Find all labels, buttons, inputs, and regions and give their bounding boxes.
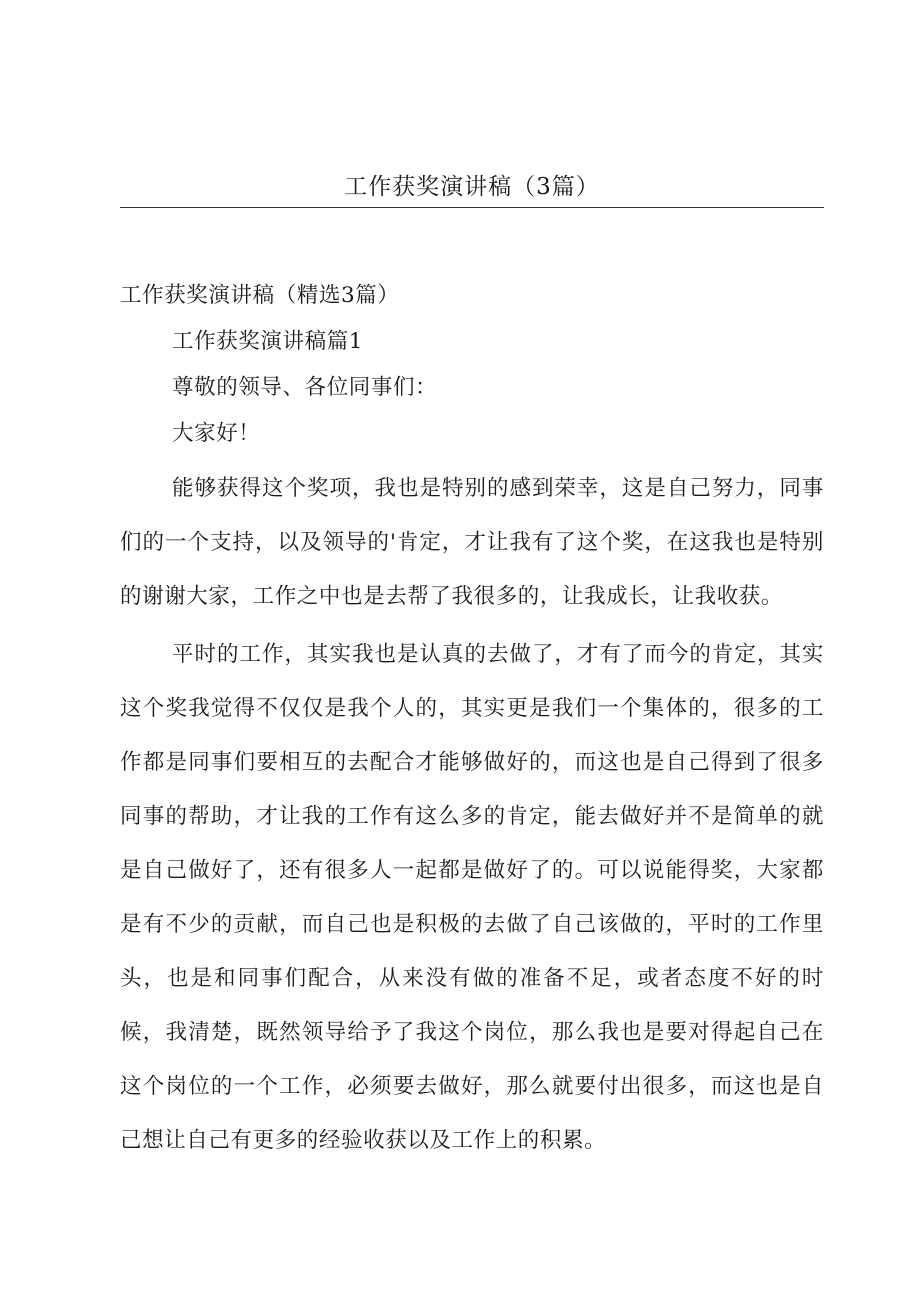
document-body bbox=[120, 278, 824, 1172]
greeting: 大家好！ bbox=[172, 421, 261, 446]
paragraph-1: 能够获得这个奖项，我也是特别的感到荣幸，这是自己努力，同事们的一个支持，以及领导的'肯定，才让我有了这个奖，在这我也是特别的谢谢大家，工作之中也是去帮了我很多的，让我成长，让我收获。 bbox=[120, 476, 824, 609]
paragraph-2: 平时的工作，其实我也是认真的去做了，才有了而今的肯定，其实这个奖我觉得不仅仅是我个人的，其实更是我们一个集体的，很多的工作都是同事们要相互的去配合才能够做好的，而这也是自己得到了很多同事的帮助，才让我的工作有这么多的肯定，能去做好并不是简单的就是自己做好了，还有很多人一起都是做好了的。可以说能得奖，大家都是有不少的贡献，而自己也是积极的去做了自己该做的，平时的工作里头，也是和同事们配合，从来没有做的准备不足，或者态度不好的时候，我清楚，既然领导给予了我这个岗位，那么我也是要对得起自己在这个岗位的一个工作，必须要去做好，那么就要付出很多，而这也是自己想让自己有更多的经验收获以及工作上的积累。 bbox=[120, 642, 824, 1153]
document-title: 工作获奖演讲稿（3篇） bbox=[344, 174, 600, 200]
title-underline bbox=[120, 207, 824, 208]
document-subtitle: 工作获奖演讲稿（精选3篇） bbox=[120, 283, 400, 308]
salutation: 尊敬的领导、各位同事们： bbox=[172, 375, 438, 400]
section-heading: 工作获奖演讲稿篇1 bbox=[172, 329, 364, 354]
